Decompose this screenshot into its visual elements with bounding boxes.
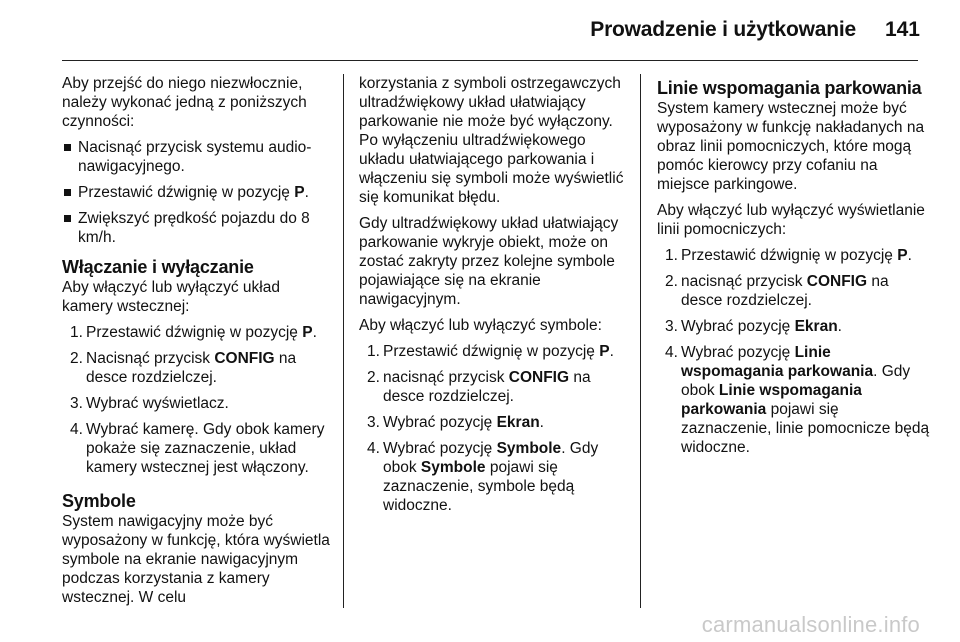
step-item bbox=[359, 439, 631, 515]
paragraph-object-detect: Gdy ultradźwiękowy układ ułatwiający parkowanie wykryje obiekt, może on zostać zakryty przez kolejne symbole pojawiające się na ekranie nawigacyjnym. bbox=[359, 215, 619, 308]
step-text: Wybrać pozycję bbox=[383, 414, 497, 431]
step-text-end: na desce rozdzielczej. bbox=[681, 273, 889, 309]
step-number: 1. bbox=[665, 247, 678, 264]
step-text-end: pojawi się zaznaczenie, symbole będą widoczne. bbox=[383, 459, 575, 514]
onoff-steps bbox=[62, 323, 334, 477]
step-item bbox=[359, 342, 631, 361]
step-text-end: na desce rozdzielczej. bbox=[86, 350, 297, 386]
step-text: Wybrać pozycję bbox=[681, 318, 795, 335]
step-item bbox=[359, 413, 631, 432]
step-text-end: . bbox=[312, 324, 317, 341]
step-number: 1. bbox=[367, 343, 380, 360]
step-item bbox=[62, 349, 334, 387]
config-button-label: CONFIG bbox=[806, 273, 868, 290]
column-divider-1 bbox=[343, 74, 344, 608]
step-number: 2. bbox=[70, 350, 83, 367]
paragraph-symbols-warning: korzystania z symboli ostrzegawczych ultradźwiękowy układ ułatwiający parkowanie nie może być wyłączony. Po wyłączeniu ultradźwiękowego układu ułatwiającego parkowania i włączeniu się symboli może wyświetlić się komunikat błędu. bbox=[359, 75, 624, 206]
config-button-label: CONFIG bbox=[214, 350, 275, 367]
bullet-item bbox=[62, 183, 334, 202]
step-text: Wybrać pozycję bbox=[681, 344, 795, 361]
step-text: nacisnąć przycisk bbox=[383, 369, 509, 386]
step-item bbox=[657, 272, 932, 310]
gear-position-p: P bbox=[302, 324, 313, 341]
intro-paragraph: Aby przejść do niego niezwłocznie, należy wykonać jedną z poniższych czynności: bbox=[62, 75, 307, 130]
header-title: Prowadzenie i użytkowanie bbox=[590, 18, 856, 41]
step-text-end: . bbox=[609, 343, 614, 360]
step-item bbox=[657, 317, 932, 336]
menu-item-ekran: Ekran bbox=[496, 414, 540, 431]
watermark: carmanualsonline.info bbox=[701, 612, 920, 637]
column-2 bbox=[359, 74, 631, 522]
paragraph-guidelines: System kamery wstecznej może być wyposażony w funkcję nakładanych na obraz linii pomocniczych, które mogą pomóc kierowcy przy cofaniu na miejsce parkingowe. bbox=[657, 100, 925, 193]
bullet-list bbox=[62, 138, 334, 247]
step-item bbox=[657, 343, 932, 457]
step-number: 3. bbox=[70, 395, 83, 412]
step-text: Wybrać kamerę. Gdy obok kamery pokaże się zaznaczenie, układ kamery wstecznej jest włączony. bbox=[86, 421, 325, 476]
step-text-mid: . Gdy obok bbox=[383, 440, 599, 476]
section-heading-symbole: Symbole bbox=[62, 491, 136, 511]
menu-item-ekran: Ekran bbox=[794, 318, 838, 335]
step-text: Przestawić dźwignię w pozycję bbox=[383, 343, 600, 360]
step-text-end: . bbox=[837, 318, 842, 335]
menu-item-linie: Linie wspomagania parkowania bbox=[681, 382, 862, 418]
step-number: 1. bbox=[70, 324, 83, 341]
step-text-end: . bbox=[907, 247, 912, 264]
step-text: Przestawić dźwignię w pozycję bbox=[86, 324, 303, 341]
section-heading-onoff: Włączanie i wyłączanie bbox=[62, 257, 254, 277]
onoff-intro: Aby włączyć lub wyłączyć układ kamery wstecznej: bbox=[62, 279, 280, 315]
symbole-paragraph: System nawigacyjny może być wyposażony w funkcję, która wyświetla symbole na ekranie nawigacyjnym podczas korzystania z kamery wstecznej. W celu bbox=[62, 513, 330, 606]
step-number: 3. bbox=[665, 318, 678, 335]
step-text-end: pojawi się zaznaczenie, linie pomocnicze będą widoczne. bbox=[681, 401, 930, 456]
step-text-end: na desce rozdzielczej. bbox=[383, 369, 591, 405]
step-text: Przestawić dźwignię w pozycję bbox=[681, 247, 898, 264]
step-text-mid: . Gdy obok bbox=[681, 363, 911, 399]
step-text: Nacisnąć przycisk bbox=[86, 350, 215, 367]
column-1 bbox=[62, 74, 334, 614]
guidelines-steps bbox=[657, 246, 932, 457]
step-number: 4. bbox=[70, 421, 83, 438]
step-text: Wybrać wyświetlacz. bbox=[86, 395, 229, 412]
step-text: Wybrać pozycję bbox=[383, 440, 497, 457]
step-number: 3. bbox=[367, 414, 380, 431]
paragraph-symbols-intro: Aby włączyć lub wyłączyć symbole: bbox=[359, 317, 602, 334]
step-number: 2. bbox=[665, 273, 678, 290]
symbols-steps bbox=[359, 342, 631, 515]
gear-position-p: P bbox=[294, 184, 305, 201]
step-item bbox=[62, 420, 334, 477]
step-item bbox=[657, 246, 932, 265]
menu-item-symbole: Symbole bbox=[496, 440, 562, 457]
column-divider-2 bbox=[640, 74, 641, 608]
step-text-end: . bbox=[539, 414, 544, 431]
section-heading-linie: Linie wspomagania parkowania bbox=[657, 78, 922, 98]
gear-position-p: P bbox=[599, 343, 610, 360]
step-text: nacisnąć przycisk bbox=[681, 273, 807, 290]
config-button-label: CONFIG bbox=[508, 369, 570, 386]
gear-position-p: P bbox=[897, 247, 908, 264]
bullet-text: Przestawić dźwignię w pozycję bbox=[78, 184, 295, 201]
menu-item-linie: Linie wspomagania parkowania bbox=[681, 344, 874, 380]
step-number: 2. bbox=[367, 369, 380, 386]
step-number: 4. bbox=[665, 344, 678, 361]
step-item bbox=[62, 323, 334, 342]
header-divider bbox=[62, 60, 918, 61]
step-item bbox=[62, 394, 334, 413]
bullet-item: Zwiększyć prędkość pojazdu do 8 km/h. bbox=[62, 209, 334, 247]
paragraph-guidelines-intro: Aby włączyć lub wyłączyć wyświetlanie linii pomocniczych: bbox=[657, 202, 925, 238]
page-number: 141 bbox=[884, 18, 920, 41]
bullet-item: Nacisnąć przycisk systemu audio-nawigacyjnego. bbox=[62, 138, 334, 176]
page-header bbox=[0, 18, 960, 48]
bullet-text-end: . bbox=[304, 184, 309, 201]
menu-item-symbole: Symbole bbox=[420, 459, 486, 476]
column-3 bbox=[657, 74, 932, 464]
step-item bbox=[359, 368, 631, 406]
step-number: 4. bbox=[367, 440, 380, 457]
